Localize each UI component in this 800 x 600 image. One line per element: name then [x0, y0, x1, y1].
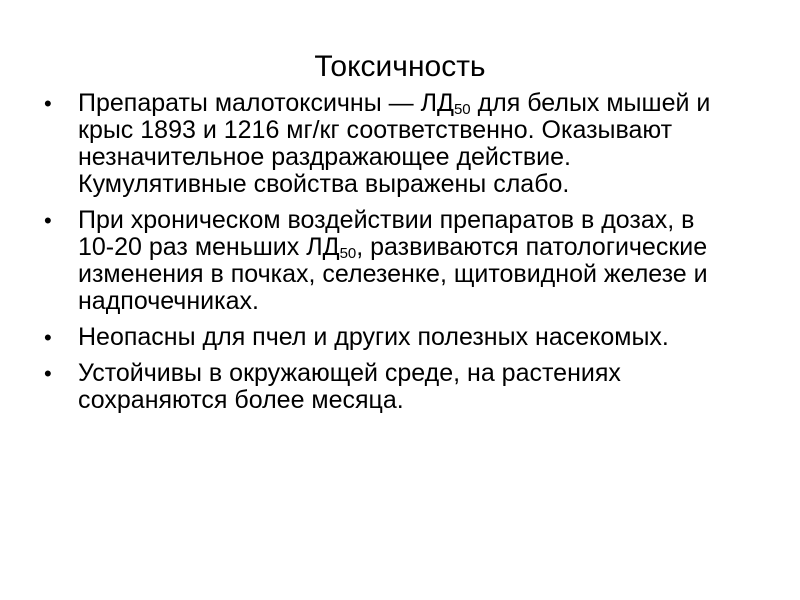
bullet-text: Препараты малотоксичны — $ЛД_{50}$ для белых мышей и крыс 1893 и 1216 мг/кг соответственно. Оказывают незначительное раздражающее действие. Кумулятивные свойства выражены слабо. [78, 89, 711, 198]
bullet-text: Устойчивы в окружающей среде, на растениях сохраняются более месяца. [78, 359, 621, 414]
bullet-item-toxicity-ld50 [44, 90, 734, 198]
bullet-item-bees [44, 324, 734, 351]
subscript-50: 50 [453, 101, 471, 118]
bullet-item-persistence [44, 360, 734, 414]
slide-title: Токсичность [314, 50, 486, 84]
bullet-item-chronic-exposure [44, 207, 734, 315]
subscript-50: 50 [339, 245, 357, 262]
bullet-dot-icon: • [44, 361, 52, 386]
bullet-text: При хроническом воздействии препаратов в дозах, в 10-20 раз меньших $ЛД_{50}$, развиваются патологические изменения в почках, селезенке, щитовидной железе и надпочечниках. [78, 206, 708, 315]
bullet-dot-icon: • [44, 208, 52, 233]
bullet-text: Неопасны для пчел и других полезных насекомых. [78, 323, 669, 351]
bullet-list [44, 90, 734, 423]
bullet-dot-icon: • [44, 91, 52, 116]
bullet-dot-icon: • [44, 325, 52, 350]
